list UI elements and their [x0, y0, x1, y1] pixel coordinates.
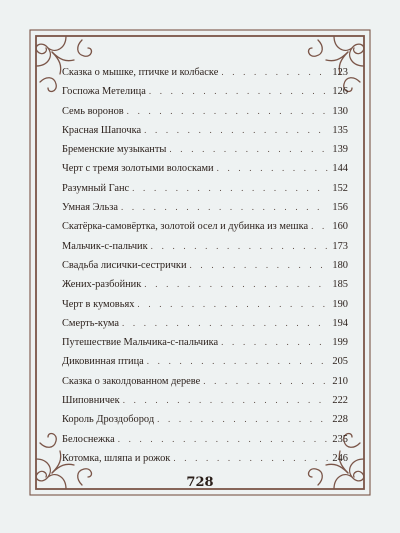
toc-entry[interactable] — [62, 449, 348, 468]
toc-entry-title: Мальчик-с-пальчик — [62, 240, 148, 252]
toc-entry-page: 156 — [332, 202, 348, 214]
toc-entry-page: 205 — [332, 356, 348, 368]
toc-entry-page: 135 — [332, 124, 348, 136]
toc-entry[interactable] — [62, 102, 348, 121]
toc-entry[interactable] — [62, 63, 348, 82]
dot-leader — [217, 159, 328, 178]
dot-leader — [151, 237, 328, 256]
toc-entry-page: 199 — [332, 337, 348, 349]
toc-entry-title: Котомка, шляпа и рожок — [62, 452, 171, 464]
toc-entry-page: 246 — [332, 452, 348, 464]
toc-entry[interactable] — [62, 256, 348, 275]
dot-leader — [147, 352, 328, 371]
toc-entry[interactable] — [62, 314, 348, 333]
dot-leader — [149, 82, 328, 101]
toc-entry-title: Черт с тремя золотыми волосками — [62, 163, 214, 175]
dot-leader — [190, 256, 328, 275]
toc-entry[interactable] — [62, 237, 348, 256]
dot-leader — [144, 275, 328, 294]
dot-leader — [118, 430, 328, 449]
toc-entry-title: Бременские музыканты — [62, 144, 167, 156]
toc-entry-page: 130 — [332, 105, 348, 117]
toc-entry-page: 185 — [332, 279, 348, 291]
dot-leader — [221, 333, 328, 352]
toc-entry[interactable] — [62, 121, 348, 140]
toc-entry-title: Жених-разбойник — [62, 279, 142, 291]
toc-entry-title: Путешествие Мальчика-с-пальчика — [62, 337, 219, 349]
toc-entry-title: Черт в кумовьях — [62, 298, 135, 310]
toc-entry-title: Белоснежка — [62, 433, 115, 445]
toc-entry[interactable] — [62, 159, 348, 178]
dot-leader — [132, 179, 328, 198]
dot-leader — [311, 217, 328, 236]
toc-entry[interactable] — [62, 352, 348, 371]
toc-entry-page: 222 — [332, 395, 348, 407]
toc-entry[interactable] — [62, 179, 348, 198]
toc-entry[interactable] — [62, 82, 348, 101]
dot-leader — [221, 63, 328, 82]
toc-entry[interactable] — [62, 372, 348, 391]
dot-leader — [173, 449, 328, 468]
toc-entry[interactable] — [62, 140, 348, 159]
toc-entry-title: Свадьба лисички-сестрички — [62, 259, 187, 271]
toc-entry[interactable] — [62, 410, 348, 429]
toc-entry-title: Шиповничек — [62, 395, 120, 407]
toc-entry-page: 173 — [332, 240, 348, 252]
toc-entry-title: Сказка о мышке, птичке и колбаске — [62, 67, 219, 78]
dot-leader — [137, 295, 328, 314]
toc-entry[interactable] — [62, 217, 348, 236]
toc-entry[interactable] — [62, 391, 348, 410]
toc-entry-page: 228 — [332, 414, 348, 426]
toc-entry[interactable] — [62, 295, 348, 314]
toc-entry-title: Семь воронов — [62, 105, 124, 117]
toc-entry-page: 194 — [332, 317, 348, 329]
toc-entry-page: 144 — [332, 163, 348, 175]
toc-entry-page: 190 — [332, 298, 348, 310]
dot-leader — [122, 314, 328, 333]
dot-leader — [121, 198, 328, 217]
toc-entry-page: 152 — [332, 182, 348, 194]
toc-entry-title: Госпожа Метелица — [62, 86, 146, 98]
toc-entry-title: Сказка о заколдованном дереве — [62, 375, 201, 387]
toc-entry-title: Диковинная птица — [62, 356, 144, 368]
toc-entry-page: 210 — [332, 375, 348, 387]
toc-entry-title: Смерть-кума — [62, 317, 119, 329]
toc-entry[interactable] — [62, 198, 348, 217]
toc-entry-page: 126 — [332, 86, 348, 98]
toc-entry-page: 180 — [332, 259, 348, 271]
dot-leader — [127, 102, 328, 121]
dot-leader — [157, 410, 328, 429]
toc-entry[interactable] — [62, 333, 348, 352]
toc-entry[interactable] — [62, 430, 348, 449]
page-number: 728 — [186, 475, 214, 490]
dot-leader — [203, 372, 328, 391]
dot-leader — [123, 391, 328, 410]
toc-entry-title: Умная Эльза — [62, 202, 118, 214]
dot-leader — [144, 121, 328, 140]
table-of-contents — [62, 63, 348, 468]
toc-entry-title: Король Дроздобород — [62, 414, 155, 426]
dot-leader — [169, 140, 328, 159]
toc-entry-page: 235 — [332, 433, 348, 445]
toc-entry-page: 123 — [332, 67, 348, 78]
toc-entry-title: Скатёрка-самовёртка, золотой осел и дубинка из мешка — [62, 221, 309, 233]
toc-entry-page: 139 — [332, 144, 348, 156]
toc-entry-title: Разумный Ганс — [62, 182, 130, 194]
toc-entry[interactable] — [62, 275, 348, 294]
toc-entry-title: Красная Шапочка — [62, 124, 142, 136]
toc-entry-page: 160 — [332, 221, 348, 233]
